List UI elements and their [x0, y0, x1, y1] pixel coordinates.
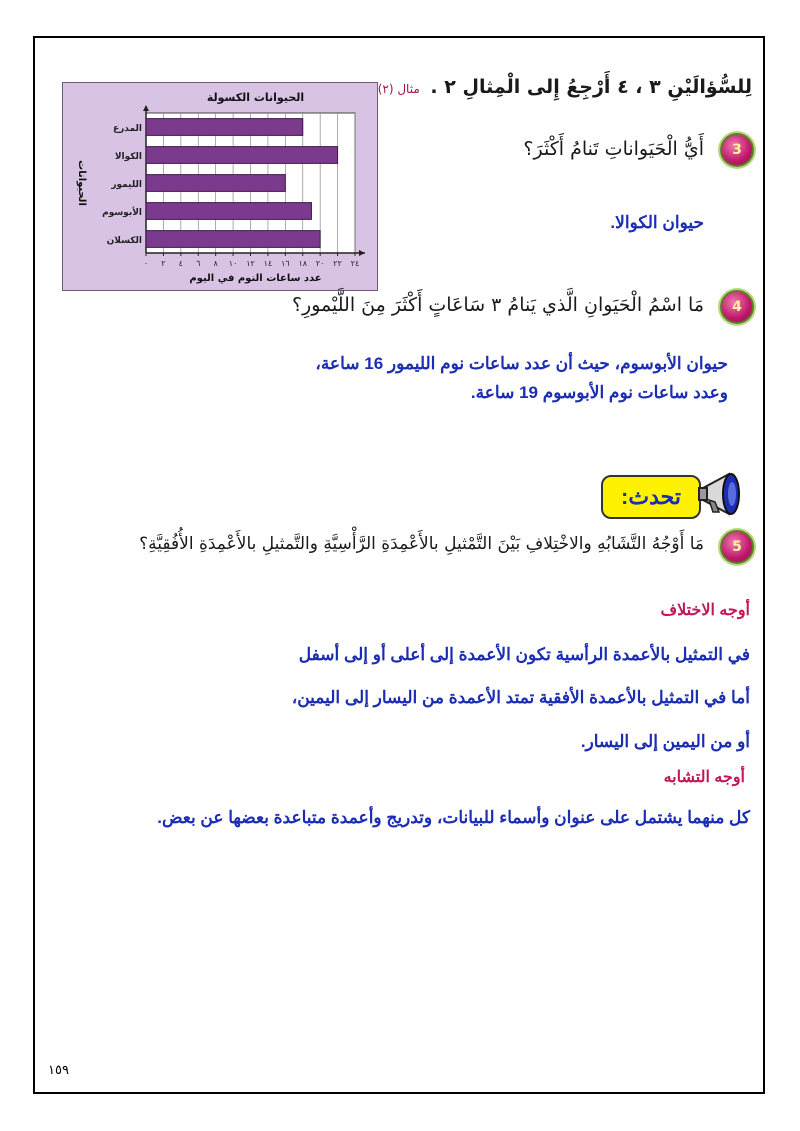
- x-tick-label: ٢٢: [333, 259, 342, 268]
- question-5-text: مَا أَوْجُهُ التَّشَابُهِ والاخْتِلافِ بَيْنَ التَّمْثيلِ بالأَعْمِدَةِ الرَّأْسِيَّةِ والتَّمثيلِ بالأَعْمِدَةِ الأُفُقِيَّةِ؟: [139, 534, 704, 554]
- talk-label-text: تحدث:: [621, 484, 681, 509]
- differences-line-2: أما في التمثيل بالأعمدة الأفقية تمتد الأعمدة من اليسار إلى اليمين،: [291, 688, 750, 707]
- question-5-badge: 5: [720, 530, 754, 564]
- x-tick-label: ١٦: [281, 259, 290, 268]
- x-tick-label: ١٠: [228, 259, 238, 268]
- question-3-badge: 3: [720, 133, 754, 167]
- question-4-answer-line-1: حيوان الأبوسوم، حيث أن عدد ساعات نوم الليمور 16 ساعة،: [315, 354, 728, 373]
- bar-4: [146, 231, 320, 248]
- bar-chart-svg: [63, 83, 377, 290]
- category-label: المدرع: [112, 124, 142, 134]
- bar-0: [146, 119, 303, 136]
- talk-label: [601, 475, 701, 519]
- question-4-answer-line-2: وعدد ساعات نوم الأبوسوم 19 ساعة.: [470, 383, 728, 402]
- example-reference: مثال (٢): [377, 82, 420, 96]
- question-3-text: أَيُّ الْحَيَواناتِ تَنامُ أَكْثَرَ؟: [523, 138, 704, 160]
- x-tick-label: ٢٤: [350, 259, 360, 268]
- similarities-heading: أوجه التشابه: [663, 769, 745, 786]
- x-tick-label: ٢: [161, 259, 166, 268]
- question-4-badge: 4: [720, 290, 754, 324]
- megaphone-icon: [697, 466, 751, 522]
- bar-2: [146, 175, 285, 192]
- x-axis-arrow: [359, 250, 365, 256]
- differences-heading: أوجه الاختلاف: [660, 602, 750, 619]
- questions-header: [378, 76, 752, 98]
- x-tick-label: ٠: [143, 259, 149, 268]
- y-axis-arrow: [143, 105, 149, 111]
- x-tick-label: ٨: [213, 259, 218, 268]
- category-label: الأبوسوم: [102, 208, 142, 218]
- header-text: لِلسُّؤالَيْنِ ٣ ، ٤ أَرْجِعُ إِلى الْمِثالِ ٢ .: [430, 76, 752, 98]
- y-axis-label: الحيوانات: [76, 160, 87, 206]
- differences-line-3: أو من اليمين إلى اليسار.: [580, 732, 750, 751]
- x-axis-label: عدد ساعات النوم في اليوم: [189, 273, 322, 284]
- x-tick-label: ٦: [196, 259, 201, 268]
- differences-line-1: في التمثيل بالأعمدة الرأسية تكون الأعمدة إلى أعلى أو إلى أسفل: [298, 645, 750, 664]
- x-tick-label: ١٤: [263, 259, 273, 268]
- page-number: ١٥٩: [48, 1063, 69, 1078]
- similarities-line-1: كل منهما يشتمل على عنوان وأسماء للبيانات، وتدريج وأعمدة متباعدة بعضها عن بعض.: [157, 808, 750, 827]
- bar-3: [146, 203, 311, 220]
- x-tick-label: ٢٠: [315, 259, 325, 268]
- category-label: الليمور: [111, 180, 142, 190]
- question-3-answer: حيوان الكوالا.: [610, 213, 704, 232]
- chart-title: الحيوانات الكسولة: [206, 91, 305, 104]
- category-label: الكسلان: [106, 236, 142, 246]
- sleep-hours-chart: [62, 82, 378, 291]
- x-tick-label: ٤: [178, 259, 183, 268]
- x-tick-label: ١٨: [298, 259, 308, 268]
- question-4-text: مَا اسْمُ الْحَيَوانِ الَّذي يَنامُ ٣ سَاعَاتٍ أَكْثَرَ مِنَ اللَّيْمورِ؟: [291, 294, 704, 316]
- bar-1: [146, 147, 338, 164]
- category-label: الكوالا: [114, 152, 142, 162]
- x-tick-label: ١٢: [246, 259, 255, 268]
